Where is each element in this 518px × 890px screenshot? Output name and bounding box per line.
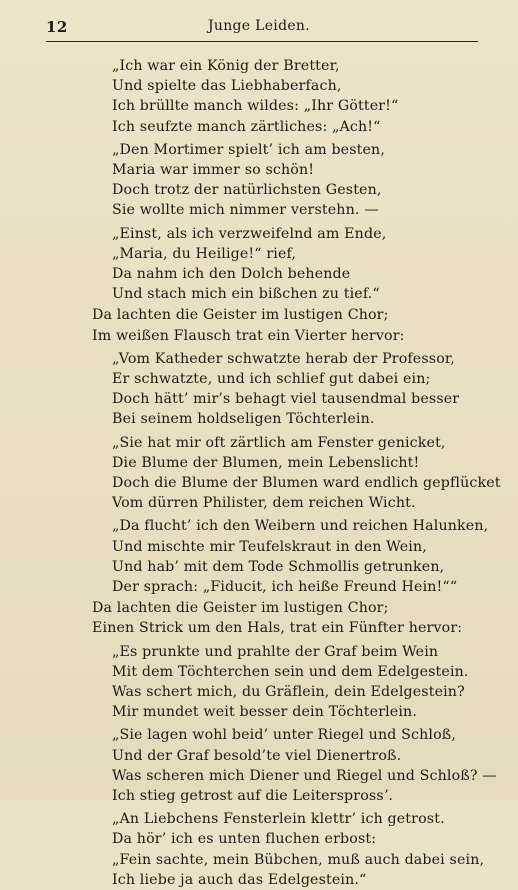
verse-line: Doch trotz der natürlichsten Gesten, bbox=[112, 182, 382, 199]
verse-line: Ich stieg getrost auf die Leitersprossʼ. bbox=[112, 788, 394, 804]
page-header bbox=[0, 14, 518, 42]
verse-line: „Es prunkte und prahlte der Graf beim Wein bbox=[112, 643, 439, 660]
verse-line: „An Liebchens Fensterlein klettr’ ich getrost. bbox=[112, 811, 445, 828]
verse-line: „Maria, du Heilige!“ rief, bbox=[112, 245, 297, 262]
verse-line: „Ich war ein König der Bretter, bbox=[112, 58, 340, 74]
verse-line: Doch hätt’ mir’s behagt viel tausendmal besser bbox=[112, 391, 460, 408]
running-title: Junge Leiden. bbox=[207, 18, 311, 34]
narration-line: Da lachten die Geister im lustigen Chor; bbox=[92, 307, 389, 324]
verse-line: Da nahm ich den Dolch behende bbox=[112, 266, 351, 282]
verse-line: Ich liebe ja auch das Edelgestein.“ bbox=[112, 871, 367, 888]
narration-line: Einen Strick um den Hals, trat ein Fünfter hervor: bbox=[92, 620, 463, 637]
verse-line: „Fein sachte, mein Bübchen, muß auch dabei sein, bbox=[112, 851, 485, 868]
verse-line: „Da flucht’ ich den Weibern und reichen Halunken, bbox=[112, 518, 489, 535]
verse-line: Ich brüllte manch wildes: „Ihr Götter!“ bbox=[112, 98, 399, 115]
verse-line: Ich seufzte manch zärtliches: „Ach!“ bbox=[112, 118, 381, 135]
verse-line: Mir mundet weit besser dein Töchterlein. bbox=[112, 704, 417, 721]
narration-line: Im weißen Flausch trat ein Vierter hervor: bbox=[92, 327, 405, 344]
verse-line: Sie wollte mich nimmer verstehn. — bbox=[112, 202, 379, 219]
verse-line: Und stach mich ein bißchen zu tief.“ bbox=[112, 286, 380, 303]
verse-line: Maria war immer so schön! bbox=[112, 162, 315, 178]
verse-line: Doch die Blume der Blumen ward endlich gepflücket bbox=[112, 475, 501, 491]
verse-line: Die Blume der Blumen, mein Lebenslicht! bbox=[112, 454, 420, 471]
verse-line: Bei seinem holdseligen Töchterlein. bbox=[112, 411, 375, 428]
verse-line: „Einst, als ich verzweifelnd am Ende, bbox=[112, 225, 387, 242]
verse-line: Und spielte das Liebhaberfach, bbox=[112, 78, 342, 95]
verse-line: Was scheren mich Diener und Riegel und Schloß? — bbox=[112, 767, 497, 784]
verse-line: Und der Graf besold’te viel Dienertroß. bbox=[112, 747, 402, 764]
page-number: 12 bbox=[46, 18, 68, 36]
verse-line: Und mischte mir Teufelskraut in den Wein, bbox=[112, 538, 427, 555]
verse-line: „Vom Katheder schwatzte herab der Professor, bbox=[112, 350, 455, 367]
verse-line: Er schwatzte, und ich schlief gut dabei ein; bbox=[112, 371, 431, 387]
verse-line: „Sie lagen wohl beid’ unter Riegel und Schloß, bbox=[112, 727, 457, 744]
verse-line: Und hab’ mit dem Tode Schmollis getrunken, bbox=[112, 558, 445, 575]
verse-line: Da hör’ ich es unten fluchen erbost: bbox=[112, 831, 377, 848]
verse-line: „Den Mortimer spielt’ ich am besten, bbox=[112, 141, 386, 158]
verse-line: „Sie hat mir oft zärtlich am Fenster genicket, bbox=[112, 434, 446, 451]
verse-line: Was schert mich, du Gräflein, dein Edelgestein? bbox=[112, 684, 465, 700]
header-rule bbox=[46, 41, 478, 42]
narration-line: Da lachten die Geister im lustigen Chor; bbox=[92, 600, 389, 617]
verse-line: Vom dürren Philister, dem reichen Wicht. bbox=[112, 495, 416, 512]
verse-line: Mit dem Töchterchen sein und dem Edelgestein. bbox=[112, 663, 469, 680]
verse-line: Der sprach: „Fiducit, ich heiße Freund Hein!““ bbox=[112, 579, 458, 595]
